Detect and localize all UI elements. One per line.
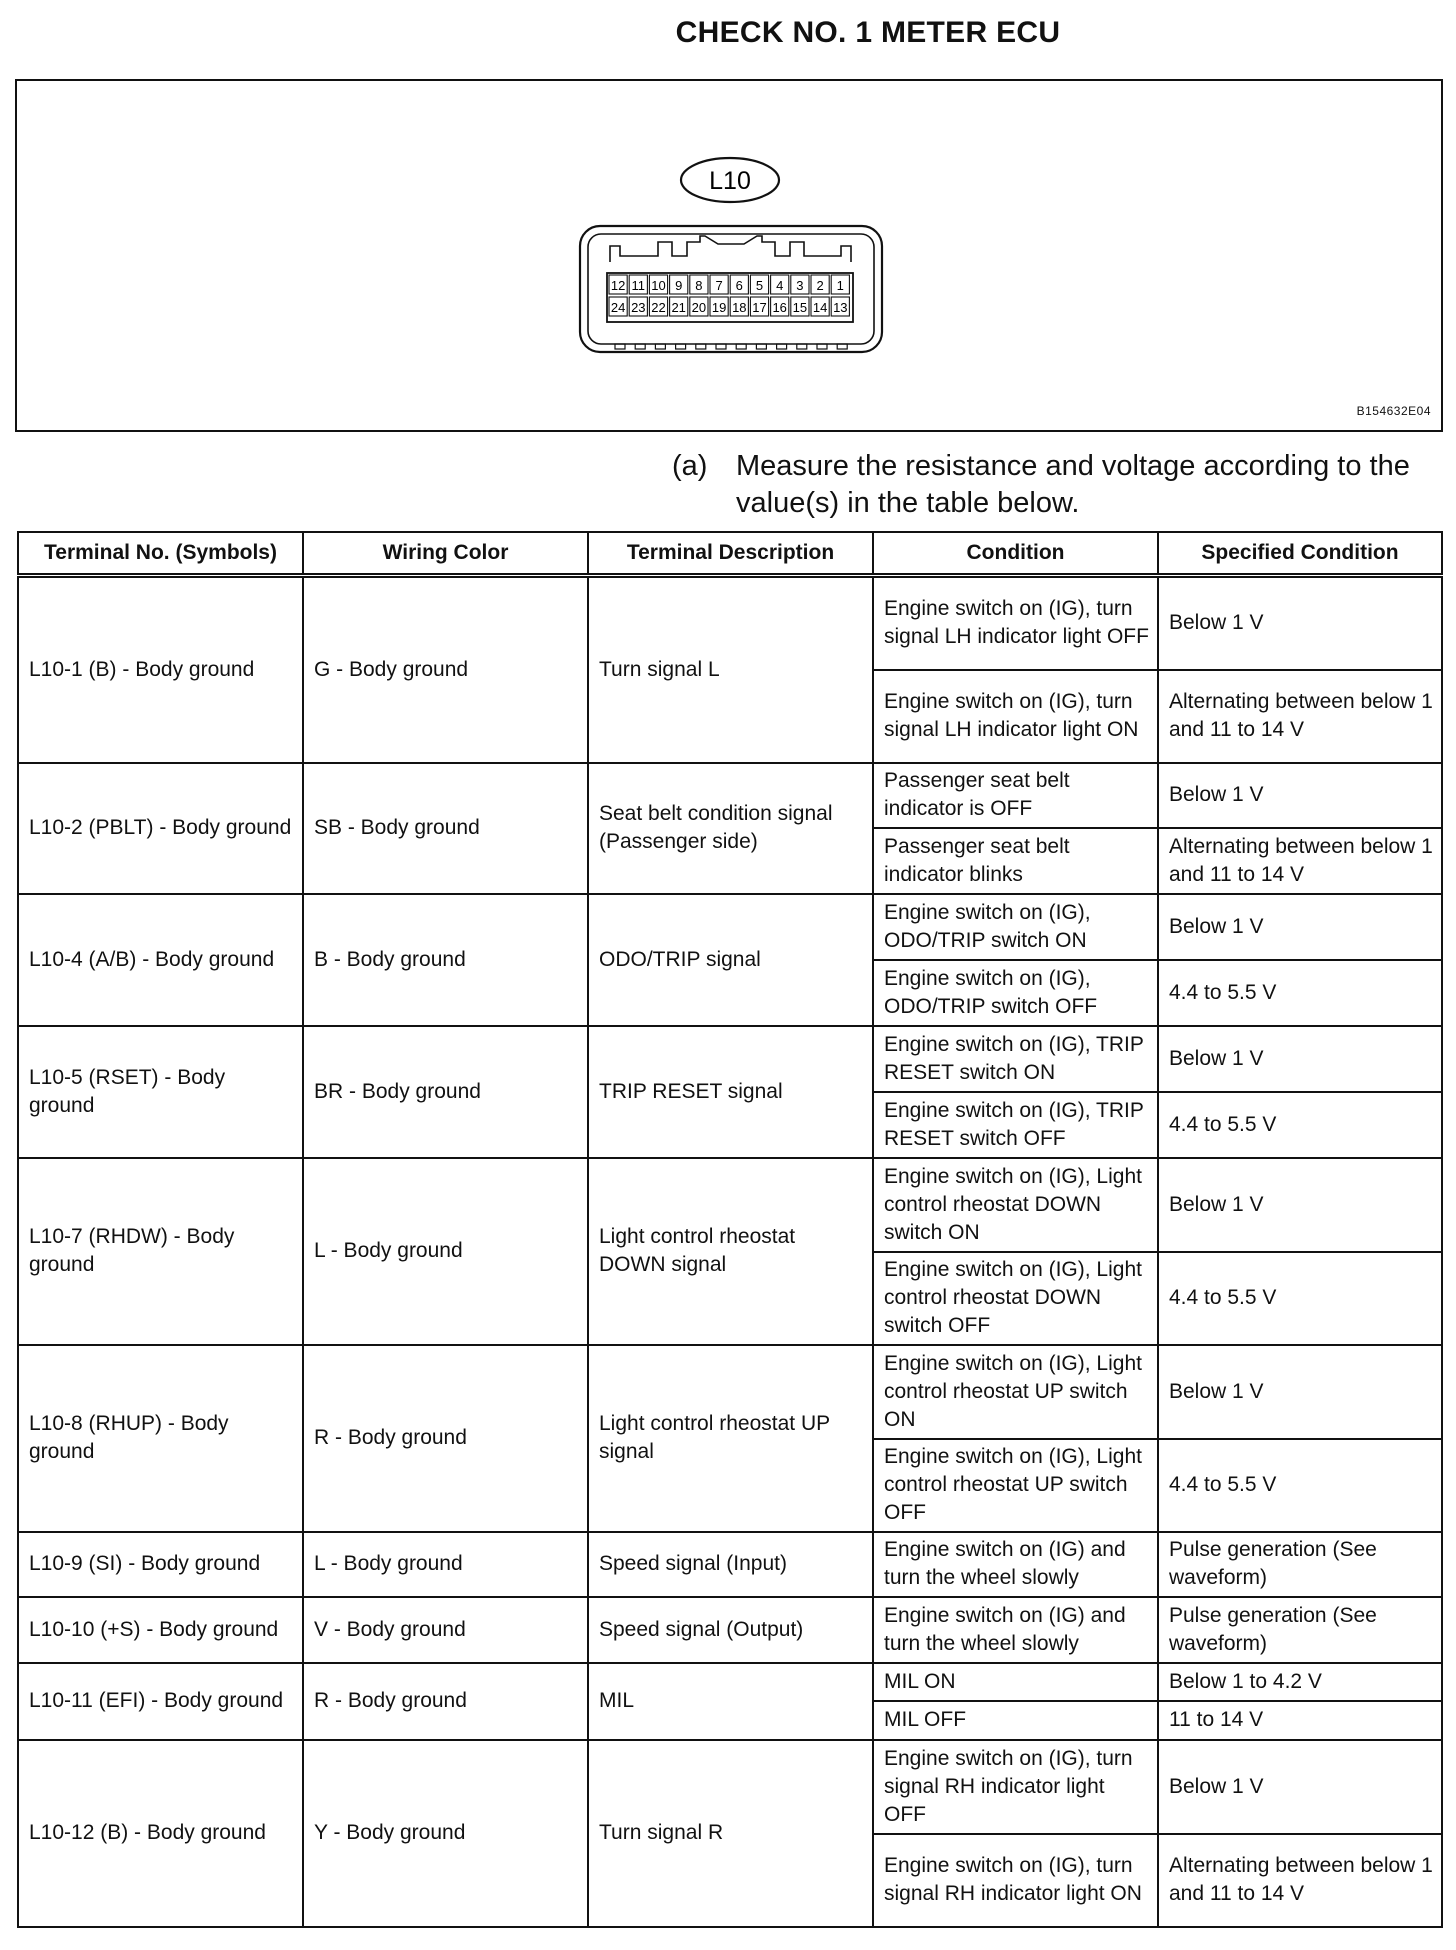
- cell-terminal: L10-12 (B) - Body ground: [18, 1740, 303, 1927]
- cell-condition: Engine switch on (IG), turn signal RH indicator light ON: [873, 1834, 1158, 1927]
- terminal-number: 9: [675, 278, 683, 293]
- cell-terminal: L10-10 (+S) - Body ground: [18, 1597, 303, 1663]
- table-header-row: [18, 532, 1442, 576]
- cell-specified-condition: Pulse generation (See waveform): [1158, 1532, 1442, 1597]
- terminal-number: 2: [816, 278, 824, 293]
- connector-figure: [15, 79, 1443, 432]
- cell-specified-condition: Pulse generation (See waveform): [1158, 1597, 1442, 1663]
- cell-specified-condition: Below 1 V: [1158, 894, 1442, 960]
- cell-wiring-color: R - Body ground: [303, 1663, 588, 1740]
- cell-specified-condition: Below 1 V: [1158, 763, 1442, 828]
- cell-condition: Engine switch on (IG), turn signal RH indicator light OFF: [873, 1740, 1158, 1834]
- cell-terminal-description: Seat belt condition signal (Passenger side): [588, 763, 873, 894]
- cell-condition: Passenger seat belt indicator is OFF: [873, 763, 1158, 828]
- cell-terminal-description: Light control rheostat UP signal: [588, 1345, 873, 1532]
- cell-terminal: L10-8 (RHUP) - Body ground: [18, 1345, 303, 1532]
- cell-terminal: L10-5 (RSET) - Body ground: [18, 1026, 303, 1158]
- cell-specified-condition: Below 1 V: [1158, 1026, 1442, 1092]
- terminal-number: 18: [732, 300, 747, 315]
- cell-wiring-color: L - Body ground: [303, 1532, 588, 1597]
- terminal-number: 24: [610, 300, 626, 315]
- cell-specified-condition: 11 to 14 V: [1158, 1701, 1442, 1740]
- cell-condition: Engine switch on (IG), turn signal LH indicator light ON: [873, 670, 1158, 763]
- cell-terminal-description: Light control rheostat DOWN signal: [588, 1158, 873, 1345]
- terminal-number: 10: [651, 278, 666, 293]
- terminal-number: 11: [631, 278, 646, 293]
- terminal-number: 3: [796, 278, 804, 293]
- cell-terminal: L10-4 (A/B) - Body ground: [18, 894, 303, 1026]
- instruction-step: (a): [672, 450, 708, 482]
- cell-terminal-description: Speed signal (Input): [588, 1532, 873, 1597]
- cell-wiring-color: R - Body ground: [303, 1345, 588, 1532]
- terminal-number: 21: [671, 300, 686, 315]
- cell-wiring-color: Y - Body ground: [303, 1740, 588, 1927]
- table-body: [18, 576, 1442, 1927]
- cell-condition: Engine switch on (IG), TRIP RESET switch OFF: [873, 1092, 1158, 1158]
- cell-wiring-color: L - Body ground: [303, 1158, 588, 1345]
- cell-specified-condition: Below 1 to 4.2 V: [1158, 1663, 1442, 1701]
- cell-terminal-description: Speed signal (Output): [588, 1597, 873, 1663]
- cell-terminal: L10-11 (EFI) - Body ground: [18, 1663, 303, 1740]
- cell-terminal-description: Turn signal L: [588, 576, 873, 763]
- header-specified-condition: Specified Condition: [1158, 532, 1442, 576]
- figure-code: B154632E04: [1356, 404, 1431, 418]
- cell-condition: Engine switch on (IG), TRIP RESET switch ON: [873, 1026, 1158, 1092]
- header-terminal-description: Terminal Description: [588, 532, 873, 576]
- terminal-number: 23: [631, 300, 646, 315]
- terminal-number: 6: [735, 278, 743, 293]
- terminal-number: 17: [752, 300, 767, 315]
- table-row: [18, 1345, 1442, 1439]
- cell-condition: Engine switch on (IG), turn signal LH indicator light OFF: [873, 576, 1158, 670]
- terminal-number: 14: [812, 300, 828, 315]
- cell-condition: Engine switch on (IG), ODO/TRIP switch OFF: [873, 960, 1158, 1026]
- cell-specified-condition: Alternating between below 1 and 11 to 14 V: [1158, 1834, 1442, 1927]
- cell-wiring-color: V - Body ground: [303, 1597, 588, 1663]
- cell-condition: Engine switch on (IG), Light control rheostat DOWN switch ON: [873, 1158, 1158, 1252]
- table-row: [18, 1597, 1442, 1663]
- cell-specified-condition: Alternating between below 1 and 11 to 14 V: [1158, 670, 1442, 763]
- header-wiring-color: Wiring Color: [303, 532, 588, 576]
- connector-label: L10: [709, 167, 751, 195]
- cell-terminal-description: ODO/TRIP signal: [588, 894, 873, 1026]
- cell-terminal-description: TRIP RESET signal: [588, 1026, 873, 1158]
- page-title: CHECK NO. 1 METER ECU: [675, 16, 1061, 49]
- cell-condition: Engine switch on (IG), Light control rheostat UP switch ON: [873, 1345, 1158, 1439]
- cell-terminal: L10-7 (RHDW) - Body ground: [18, 1158, 303, 1345]
- cell-specified-condition: 4.4 to 5.5 V: [1158, 1439, 1442, 1532]
- terminal-number: 8: [695, 278, 703, 293]
- cell-specified-condition: Below 1 V: [1158, 1158, 1442, 1252]
- terminal-number: 4: [776, 278, 784, 293]
- table-row: [18, 576, 1442, 670]
- cell-specified-condition: 4.4 to 5.5 V: [1158, 960, 1442, 1026]
- instruction-text: Measure the resistance and voltage according to the value(s) in the table below.: [736, 450, 1410, 519]
- cell-condition: Engine switch on (IG) and turn the wheel slowly: [873, 1532, 1158, 1597]
- table-row: [18, 1740, 1442, 1834]
- cell-specified-condition: 4.4 to 5.5 V: [1158, 1092, 1442, 1158]
- table-row: [18, 894, 1442, 960]
- table-row: [18, 1663, 1442, 1701]
- cell-specified-condition: Below 1 V: [1158, 576, 1442, 670]
- connector-latch: [610, 236, 851, 262]
- cell-condition: Engine switch on (IG) and turn the wheel slowly: [873, 1597, 1158, 1663]
- terminal-number: 19: [711, 300, 727, 315]
- table-row: [18, 1532, 1442, 1597]
- terminal-number: 12: [610, 278, 626, 293]
- terminal-number: 1: [836, 278, 844, 293]
- cell-condition: Engine switch on (IG), Light control rheostat DOWN switch OFF: [873, 1252, 1158, 1345]
- cell-terminal: L10-2 (PBLT) - Body ground: [18, 763, 303, 894]
- cell-wiring-color: BR - Body ground: [303, 1026, 588, 1158]
- cell-condition: MIL ON: [873, 1663, 1158, 1701]
- table-row: [18, 1026, 1442, 1092]
- cell-terminal-description: MIL: [588, 1663, 873, 1740]
- cell-condition: Engine switch on (IG), Light control rheostat UP switch OFF: [873, 1439, 1158, 1532]
- header-terminal: Terminal No. (Symbols): [18, 532, 303, 576]
- cell-specified-condition: 4.4 to 5.5 V: [1158, 1252, 1442, 1345]
- terminal-number: 22: [651, 300, 666, 315]
- terminal-number: 20: [691, 300, 707, 315]
- header-condition: Condition: [873, 532, 1158, 576]
- table-row: [18, 1158, 1442, 1252]
- terminal-number: 7: [715, 278, 723, 293]
- terminal-number: 16: [772, 300, 787, 315]
- cell-condition: MIL OFF: [873, 1701, 1158, 1740]
- cell-wiring-color: G - Body ground: [303, 576, 588, 763]
- cell-specified-condition: Below 1 V: [1158, 1740, 1442, 1834]
- cell-specified-condition: Alternating between below 1 and 11 to 14 V: [1158, 828, 1442, 894]
- table-row: [18, 763, 1442, 828]
- cell-wiring-color: B - Body ground: [303, 894, 588, 1026]
- cell-condition: Passenger seat belt indicator blinks: [873, 828, 1158, 894]
- cell-specified-condition: Below 1 V: [1158, 1345, 1442, 1439]
- terminal-number: 5: [755, 278, 764, 293]
- cell-terminal-description: Turn signal R: [588, 1740, 873, 1927]
- cell-terminal: L10-9 (SI) - Body ground: [18, 1532, 303, 1597]
- cell-condition: Engine switch on (IG), ODO/TRIP switch ON: [873, 894, 1158, 960]
- cell-wiring-color: SB - Body ground: [303, 763, 588, 894]
- cell-terminal: L10-1 (B) - Body ground: [18, 576, 303, 763]
- connector-diagram: [17, 81, 1445, 434]
- terminal-number: 13: [833, 300, 848, 315]
- terminal-number: 15: [792, 300, 808, 315]
- spec-table: [17, 531, 1443, 1928]
